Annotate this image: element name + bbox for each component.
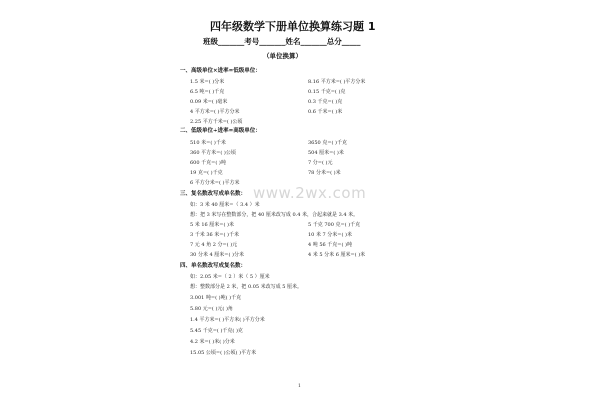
exercise-item: 5.80 元=( )元( )角	[190, 306, 233, 312]
exercise-item: 4 吨 56 千克=( )吨	[308, 242, 352, 248]
exercise-item: 10 米 7 分米=( )米	[308, 232, 352, 238]
watermark-text: www.2wx.com	[253, 184, 367, 202]
section-3-heading: 三、复名数改写成单名数：	[180, 191, 247, 197]
exercise-item: 7 元 4 角 2 分=( )元	[190, 242, 238, 248]
exercise-item: 3.001 吨=( )吨( )千克	[190, 295, 242, 301]
exercise-item: 6.5 吨=( )千克	[190, 89, 225, 95]
example-line: 如：2.05 米=（ 2 ）米（ 5 ）厘米	[190, 274, 270, 280]
example-line: 如：3 米 40 厘米=（ 3.4 ）米	[190, 202, 260, 208]
exercise-item: 0.15 千克=( )克	[308, 89, 346, 95]
exercise-item: 504 厘米=( )米	[308, 150, 344, 156]
exercise-item: 1.4 平方米=( )平方米( )平方分米	[190, 317, 265, 323]
section-subtitle: （单位换算）	[263, 52, 302, 60]
page-number: 1	[298, 384, 301, 389]
exercise-item: 5.45 千克=( )千克( )克	[190, 328, 243, 334]
exercise-item: 3 千米 36 米=( )千米	[190, 232, 239, 238]
page-title: 四年级数学下册单位换算练习题 1	[210, 20, 376, 33]
exercise-item: 510 米=( )千米	[190, 140, 226, 146]
exercise-item: 3650 克=( )千克	[308, 140, 347, 146]
exercise-item: 19 克=( )千克	[190, 170, 223, 176]
exercise-item: 78 分米=( )米	[308, 170, 341, 176]
exercise-item: 5 千克 700 克=( )千克	[308, 222, 361, 228]
section-1-heading: 一、高级单位×进率=低级单位：	[180, 68, 261, 74]
section-2-heading: 二、低级单位÷进率=高级单位：	[180, 128, 261, 134]
exercise-item: 4 米 5 分米 6 厘米=( )米	[308, 252, 366, 258]
exercise-item: 0.09 米=( )毫米	[190, 99, 228, 105]
exercise-item: 1.5 米=( )分米	[190, 79, 225, 85]
exercise-item: 4 平方米=( )平方分米	[190, 109, 240, 115]
exercise-item: 6 平方分米=( )平方米	[190, 180, 240, 186]
exercise-item: 8.16 平方米=( )平方分米	[308, 79, 366, 85]
exercise-item: 5 米 16 厘米=( )米	[190, 222, 234, 228]
section-4-heading: 四、单名数改写成复名数：	[180, 263, 247, 269]
exercise-item: 4.2 米=( )米( )分米	[190, 339, 235, 345]
exercise-item: 30 分米 4 厘米=( )分米	[190, 252, 244, 258]
exercise-item: 360 平方米=( )公顷	[190, 150, 236, 156]
exercise-item: 0.3 千克=( )克	[308, 99, 343, 105]
exercise-item: 2.25 平方千米=( )公顷	[190, 119, 243, 125]
exercise-item: 15.05 公顷=( )公顷( )平方米	[190, 350, 257, 356]
exercise-item: 7 分=( )元	[308, 160, 333, 166]
example-explanation: 想：把 3 米写在整数部分，把 40 厘米改写成 0.4 米，合起来就是 3.4 米。	[190, 212, 359, 218]
exercise-item: 0.6 千米=( )米	[308, 109, 343, 115]
example-explanation: 想：整数部分是 2 米，把 0.05 米改写成 5 厘米。	[190, 284, 303, 290]
exercise-item: 600 千克=( )吨	[190, 160, 226, 166]
student-info-line: 班级_______考号_______姓名_______总分_____	[203, 37, 361, 46]
